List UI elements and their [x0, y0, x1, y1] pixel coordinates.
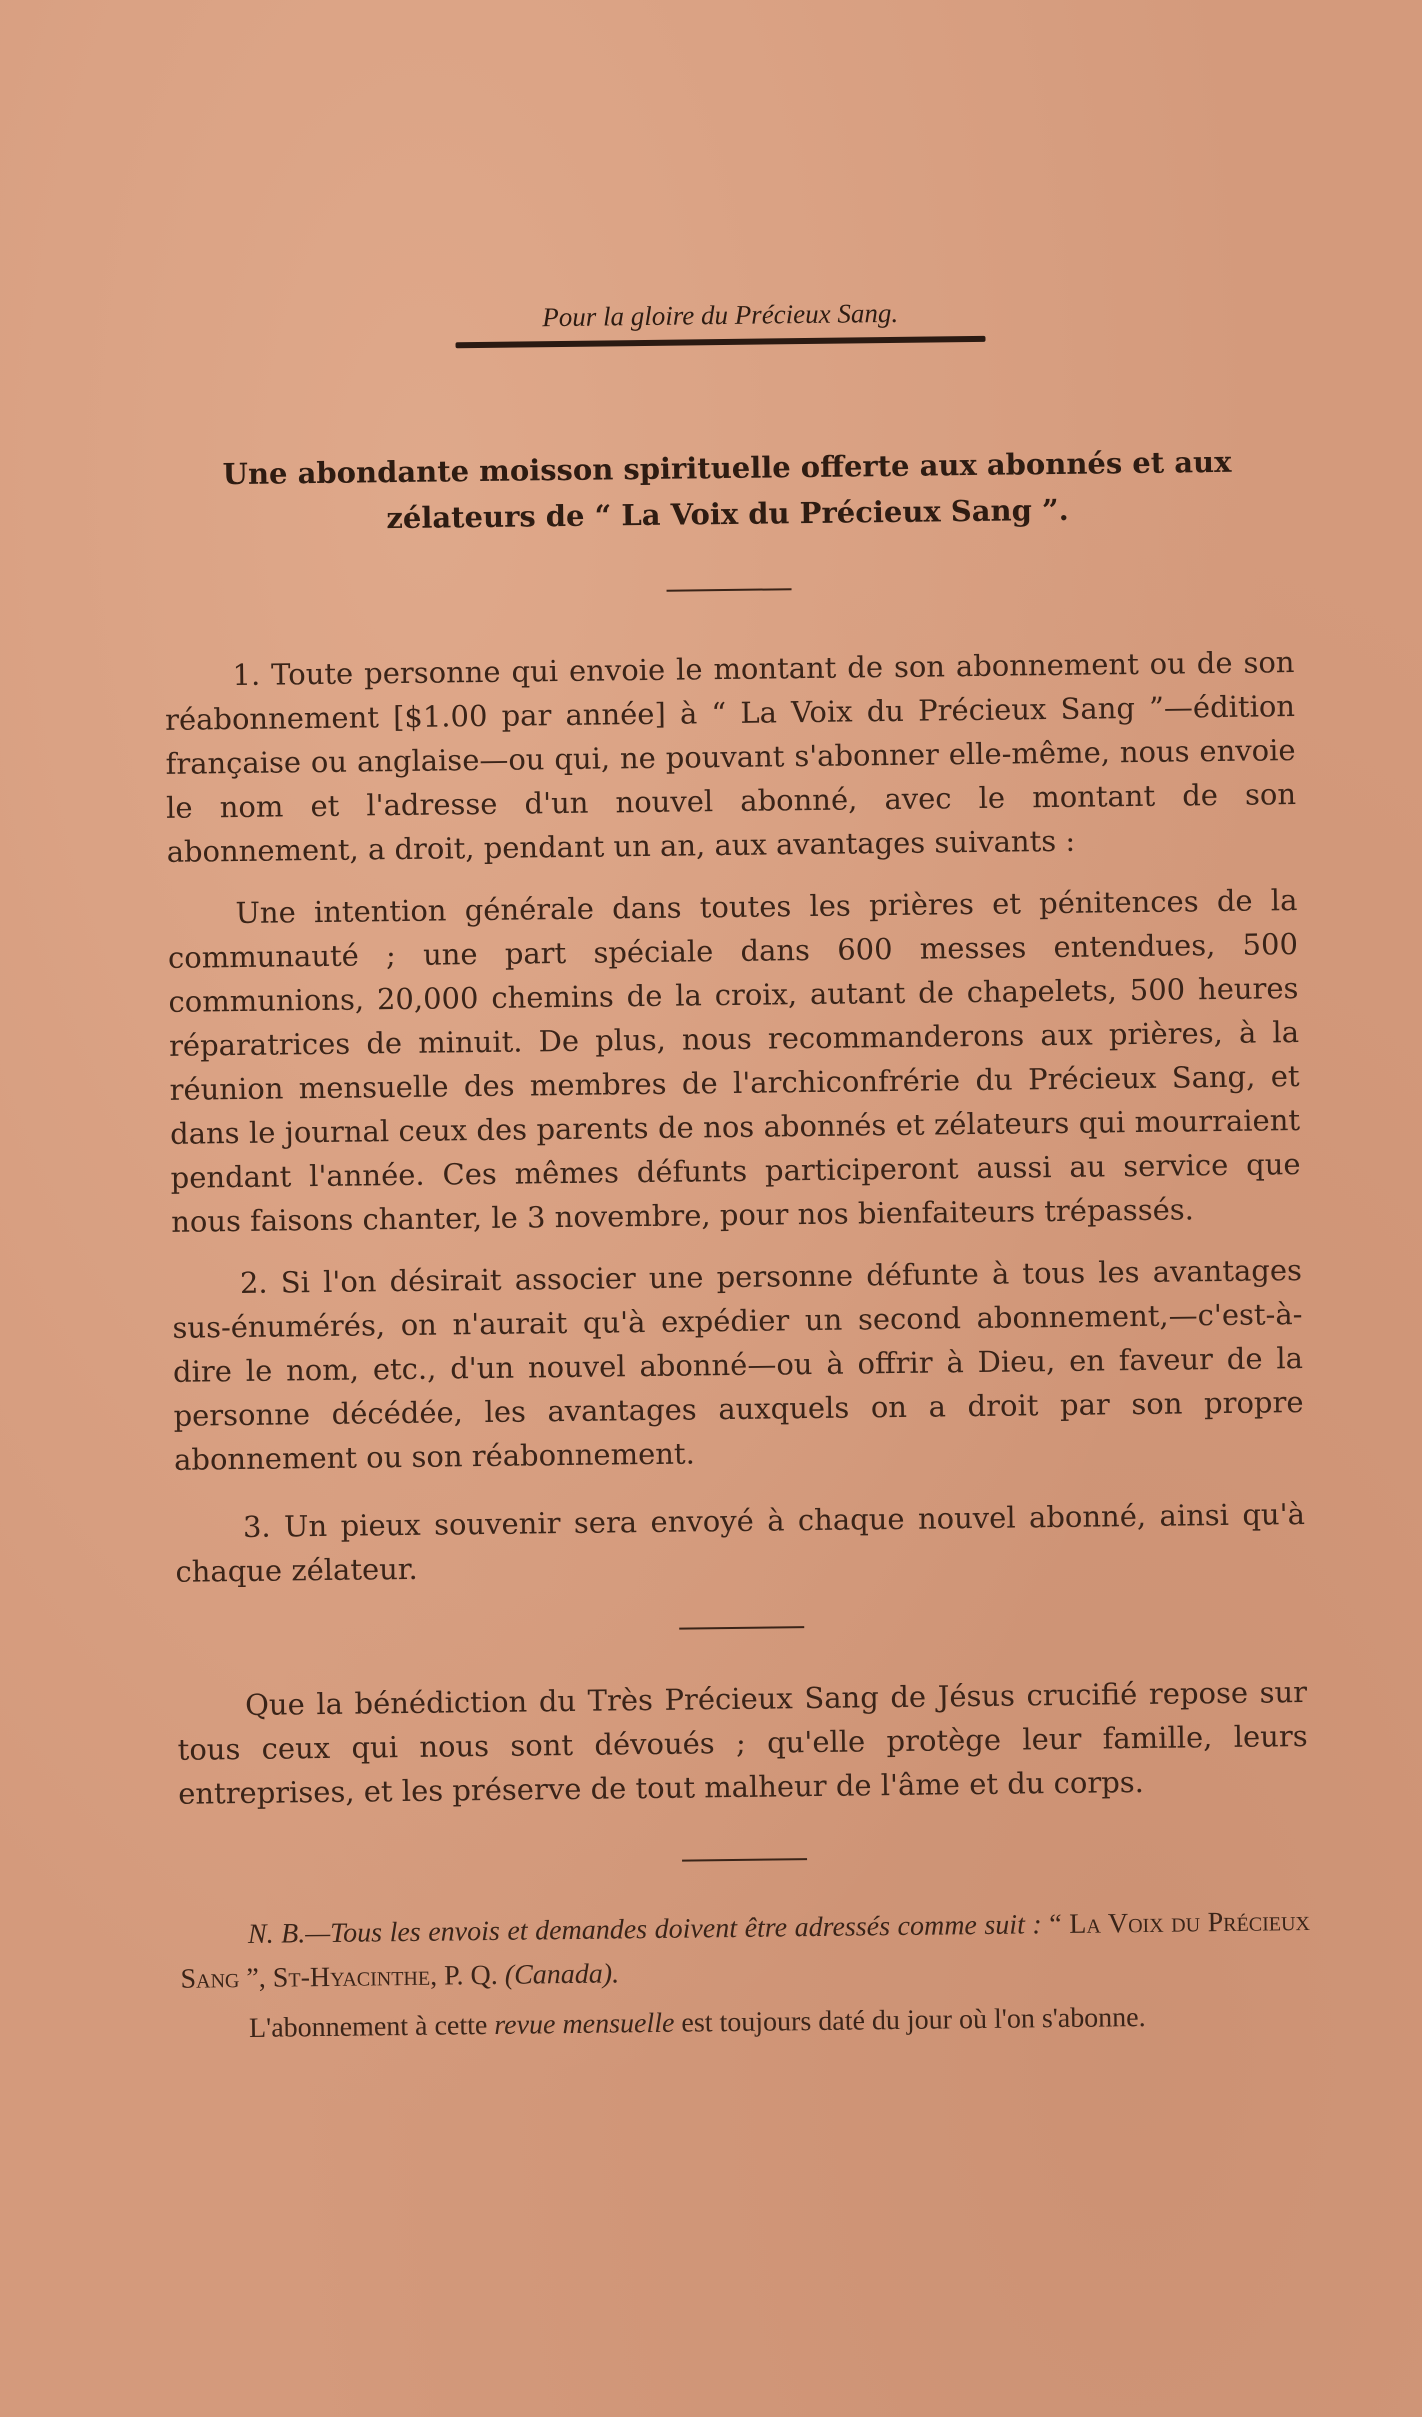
headline [162, 438, 1293, 544]
nb-text: —Tous les envois et demandes doivent être adressés comme suit : [305, 1909, 1042, 1950]
nb-note-end: est toujours daté du jour où l'on s'abonne. [674, 2001, 1146, 2039]
nota-bene [180, 1900, 1312, 2052]
divider-1 [666, 588, 791, 592]
nb-label: N. B. [247, 1918, 306, 1950]
nb-note-italic: revue mensuelle [494, 2007, 675, 2041]
headline-line-1: Une abondante moisson spirituelle offerte aux abonnés et aux [222, 444, 1232, 492]
paragraph-4: 3. Un pieux souvenir sera envoyé à chaque nouvel abonné, ainsi qu'à chaque zélateur. [175, 1497, 1306, 1589]
nb-address: “ La Voix du Précieux Sang ”, St-Hyacinthe, P. Q. [180, 1905, 1311, 1995]
closing-blessing: Que la bénédiction du Très Précieux Sang de Jésus crucifié repose sur tous ceux qui nous sont dévoués ; qu'elle protège leur famille, leurs entreprises, et les préserve de tout malheur de l'âme et du corps. [177, 1674, 1308, 1811]
divider-3 [682, 1858, 807, 1862]
document-page [160, 293, 1311, 2052]
nb-note-start: L'abonnement à cette [248, 2009, 495, 2044]
divider-2 [679, 1626, 804, 1630]
header-title: Pour la gloire du Précieux Sang. [542, 297, 899, 333]
headline-line-2: zélateurs de “ La Voix du Précieux Sang ”. [386, 492, 1069, 536]
paragraph-2: Une intention générale dans toutes les prières et pénitences de la communauté ; une part spéciale dans 600 messes entendues, 500 communions, 20,000 chemins de la croix, autant de chapelets, 500 heures réparatrices de minuit. De plus, nous recommanderons aux prières, à la réunion mensuelle des membres de l'archiconfrérie du Précieux Sang, et dans le journal ceux des parents de nos abonnés et zélateurs qui mourraient pendant l'année. Ces mêmes défunts participeront aussi au service que nous faisons chanter, le 3 novembre, pour nos bienfaiteurs trépassés. [167, 883, 1301, 1239]
nb-country: (Canada). [504, 1958, 620, 1991]
nb-subscription-note [181, 1994, 1311, 2052]
header-rule [455, 336, 985, 348]
paragraph-1: 1. Toute personne qui envoie le montant de son abonnement ou de son réabonnement [$1.00 par année] à “ La Voix du Précieux Sang ”—édition française ou anglaise—ou qui, ne pouvant s'abonner elle-même, nous envoie le nom et l'adresse d'un nouvel abonné, avec le montant de son abonnement, a droit, pendant un an, aux avantages suivants : [164, 645, 1297, 869]
paragraph-3: 2. Si l'on désirait associer une personne défunte à tous les avantages sus-énumérés, on n'aurait qu'à expédier un second abonnement,—c'est-à-dire le nom, etc., d'un nouvel abonné—ou à offrir à Dieu, en faveur de la personne décédée, les avantages auxquels on a droit par son propre abonnement ou son réabonnement. [172, 1253, 1304, 1477]
page-header [150, 293, 1290, 352]
nb-line [180, 1900, 1311, 2002]
